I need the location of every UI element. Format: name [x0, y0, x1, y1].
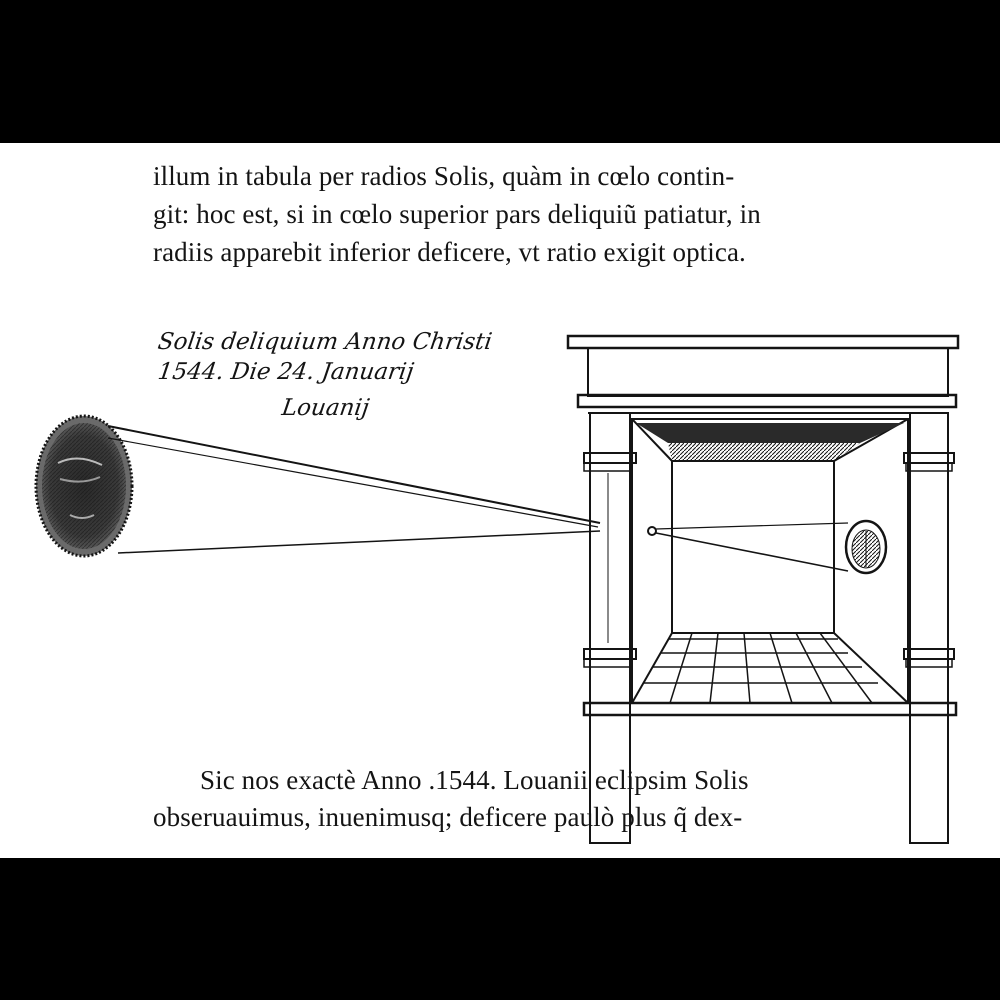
text-line-2: git: hoc est, si in cœlo superior pars deliquiũ patiatur, in [153, 199, 761, 229]
ceiling-shade [636, 423, 904, 443]
projected-sun-icon [846, 521, 886, 573]
text-line-4: Sic nos exactè Anno .1544. Louanii eclipsim Solis [200, 765, 749, 795]
caption-line-3: Louanij [280, 395, 371, 421]
caption-line-1: Solis deliquium Anno Christi [156, 329, 494, 355]
ceiling-hatch [668, 443, 860, 461]
camera-obscura-illustration [0, 143, 1000, 858]
text-line-5: obseruauimus, inuenimusq; deficere paulò plus q̃ dex- [153, 802, 743, 832]
light-rays [108, 426, 600, 553]
text-line-3: radiis apparebit inferior deficere, vt ratio exigit optica. [153, 237, 746, 267]
eclipsed-sun-icon [36, 416, 132, 556]
book-page [0, 143, 1000, 858]
projection-rays [648, 523, 848, 571]
caption-line-2: 1544. Die 24. Januarij [156, 359, 416, 385]
text-line-1: illum in tabula per radios Solis, quàm in cœlo contin- [153, 161, 735, 191]
floor-tiles [644, 633, 878, 703]
